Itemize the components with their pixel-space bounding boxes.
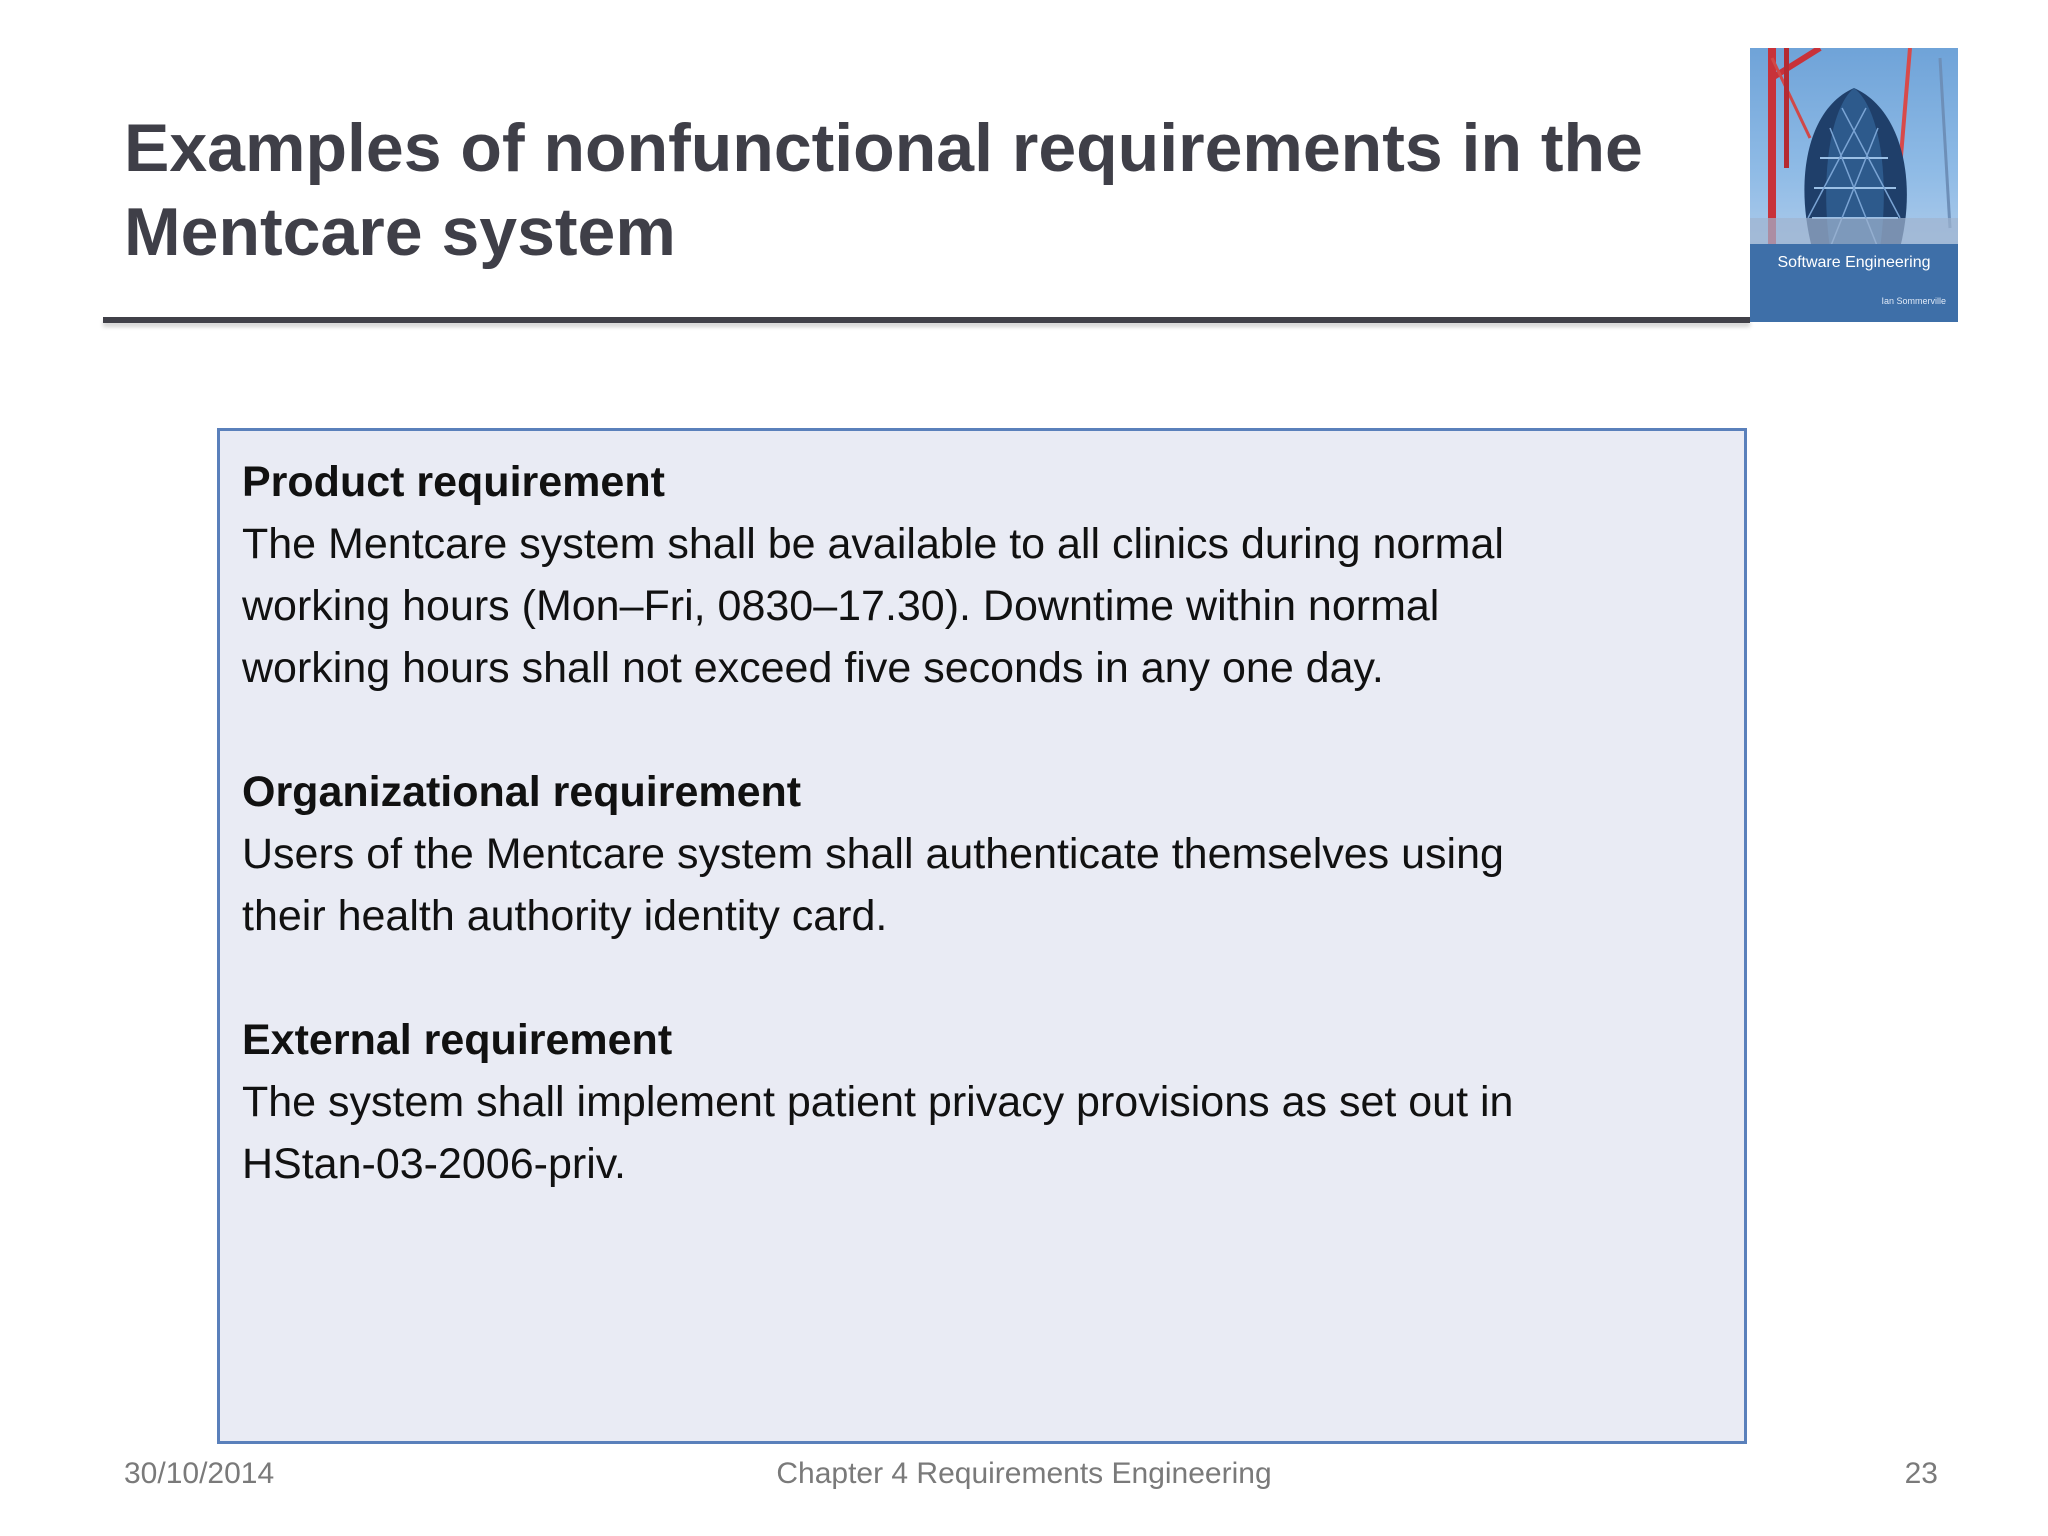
requirement-text-line: HStan-03-2006-priv. — [242, 1140, 626, 1188]
requirement-text-line: working hours (Mon–Fri, 0830–17.30). Downtime within normal — [242, 582, 1440, 630]
requirements-box — [217, 428, 1747, 1444]
product-requirement — [242, 451, 1724, 699]
requirement-heading: External requirement — [242, 1016, 673, 1064]
book-cover-image — [1750, 48, 1958, 322]
footer-date: 30/10/2014 — [124, 1457, 275, 1490]
book-cover-author: Ian Sommerville — [1881, 296, 1946, 306]
slide-title — [124, 106, 1704, 274]
organizational-requirement — [242, 761, 1724, 947]
external-requirement — [242, 1009, 1724, 1195]
footer-chapter: Chapter 4 Requirements Engineering — [776, 1457, 1272, 1490]
slide-title-line-1: Examples of nonfunctional requirements in the — [124, 110, 1643, 186]
gherkin-building-illustration — [1750, 48, 1958, 322]
title-divider — [103, 317, 1750, 323]
requirement-heading: Product requirement — [242, 458, 665, 506]
requirement-text-line: working hours shall not exceed five seconds in any one day. — [242, 644, 1384, 692]
footer-page-number: 23 — [1904, 1457, 1938, 1490]
requirement-text-line: their health authority identity card. — [242, 892, 888, 940]
slide-title-line-2: Mentcare system — [124, 194, 676, 270]
book-cover-title: Software Engineering — [1777, 254, 1931, 271]
requirement-text-line: The Mentcare system shall be available to all clinics during normal — [242, 520, 1504, 568]
requirement-text-line: Users of the Mentcare system shall authenticate themselves using — [242, 830, 1504, 878]
requirement-text-line: The system shall implement patient privacy provisions as set out in — [242, 1078, 1514, 1126]
requirement-heading: Organizational requirement — [242, 768, 802, 816]
